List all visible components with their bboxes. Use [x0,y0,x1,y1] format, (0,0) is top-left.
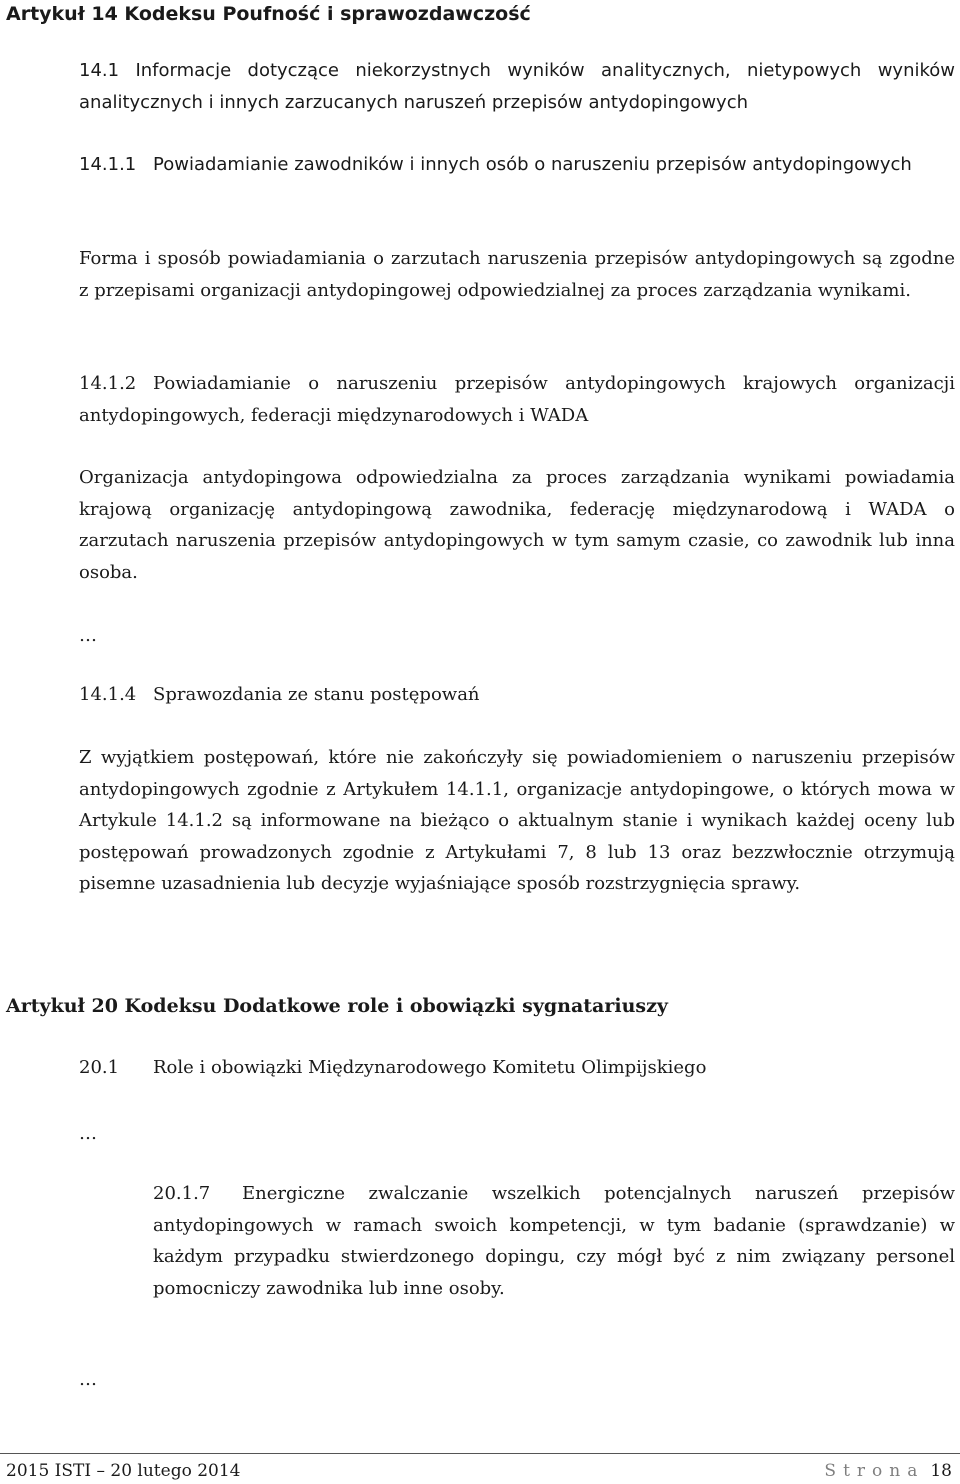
section-20-1-7 [153,1178,955,1304]
section-14-1-heading: 14.1 Informacje dotyczące niekorzystnych wyników analitycznych, nietypowych wyników analitycznych i innych zarzucanych naruszeń przepisów antydopingowych [79,60,955,113]
section-14-1-4-number: 14.1.4 [79,684,137,705]
footer-divider [0,1453,960,1454]
section-20-1-7-text: Energiczne zwalczanie wszelkich potencjalnych naruszeń przepisów antydopingowych w ramach swoich kompetencji, w tym badanie (sprawdzanie) w każdym przypadku stwierdzonego dopingu, czy mógł być z nim związany personel pomocniczy zawodnika lub inne osoby. [153,1183,955,1299]
section-14-1-1-number: 14.1.1 [79,154,137,175]
ellipsis-1: … [79,625,97,646]
footer-page-number: 18 [930,1461,952,1481]
section-14-1-1-title: Powiadamianie zawodników i innych osób o naruszeniu przepisów antydopingowych [153,154,912,175]
footer-page-indicator [824,1460,952,1482]
section-14-1-1-heading [79,149,955,181]
section-20-1-title: Role i obowiązki Międzynarodowego Komitetu Olimpijskiego [153,1057,707,1078]
section-14-1-1-text: Forma i sposób powiadamiania o zarzutach naruszenia przepisów antydopingowych są zgodne z przepisami organizacji antydopingowej odpowiedzialnej za proces zarządzania wynikami. [79,248,955,301]
section-20-1-heading [79,1056,706,1080]
section-14-1-4-title: Sprawozdania ze stanu postępowań [153,684,480,705]
section-14-1-2-title: Powiadamianie o naruszeniu przepisów antydopingowych krajowych organizacji antydopingowych, federacji międzynarodowych i WADA [79,373,955,426]
section-14-1-4-text: Z wyjątkiem postępowań, które nie zakończyły się powiadomieniem o naruszeniu przepisów antydopingowych zgodnie z Artykułem 14.1.1, organizacje antydopingowe, o których mowa w Artykule 14.1.2 są informowane na bieżąco o aktualnym stanie i wynikach każdej oceny lub postępowań prowadzonych zgodnie z Artykułami 7, 8 lub 13 oraz bezzwłocznie otrzymują pisemne uzasadnienia lub decyzje wyjaśniające sposób rozstrzygnięcia sprawy. [79,747,955,894]
section-14-1-2-heading [79,368,955,431]
section-14-1-2-number: 14.1.2 [79,373,137,394]
ellipsis-3: … [79,1369,97,1390]
section-14-1-4-heading [79,683,480,707]
article-14-heading: Artykuł 14 Kodeksu Poufność i sprawozdawczość [6,3,531,25]
article-20-heading: Artykuł 20 Kodeksu Dodatkowe role i obowiązki sygnatariuszy [6,995,668,1017]
section-20-1-7-number: 20.1.7 [153,1183,211,1204]
ellipsis-2: … [79,1123,97,1144]
section-20-1-number: 20.1 [79,1057,120,1078]
section-14-1-2-text: Organizacja antydopingowa odpowiedzialna za proces zarządzania wynikami powiadamia krajową organizację antydopingową zawodnika, federację międzynarodową i WADA o zarzutach naruszenia przepisów antydopingowych w tym samym czasie, co zawodnik lub inna osoba. [79,467,955,583]
footer-page-label: Strona [824,1461,925,1481]
footer-left-text: 2015 ISTI – 20 lutego 2014 [6,1461,241,1481]
